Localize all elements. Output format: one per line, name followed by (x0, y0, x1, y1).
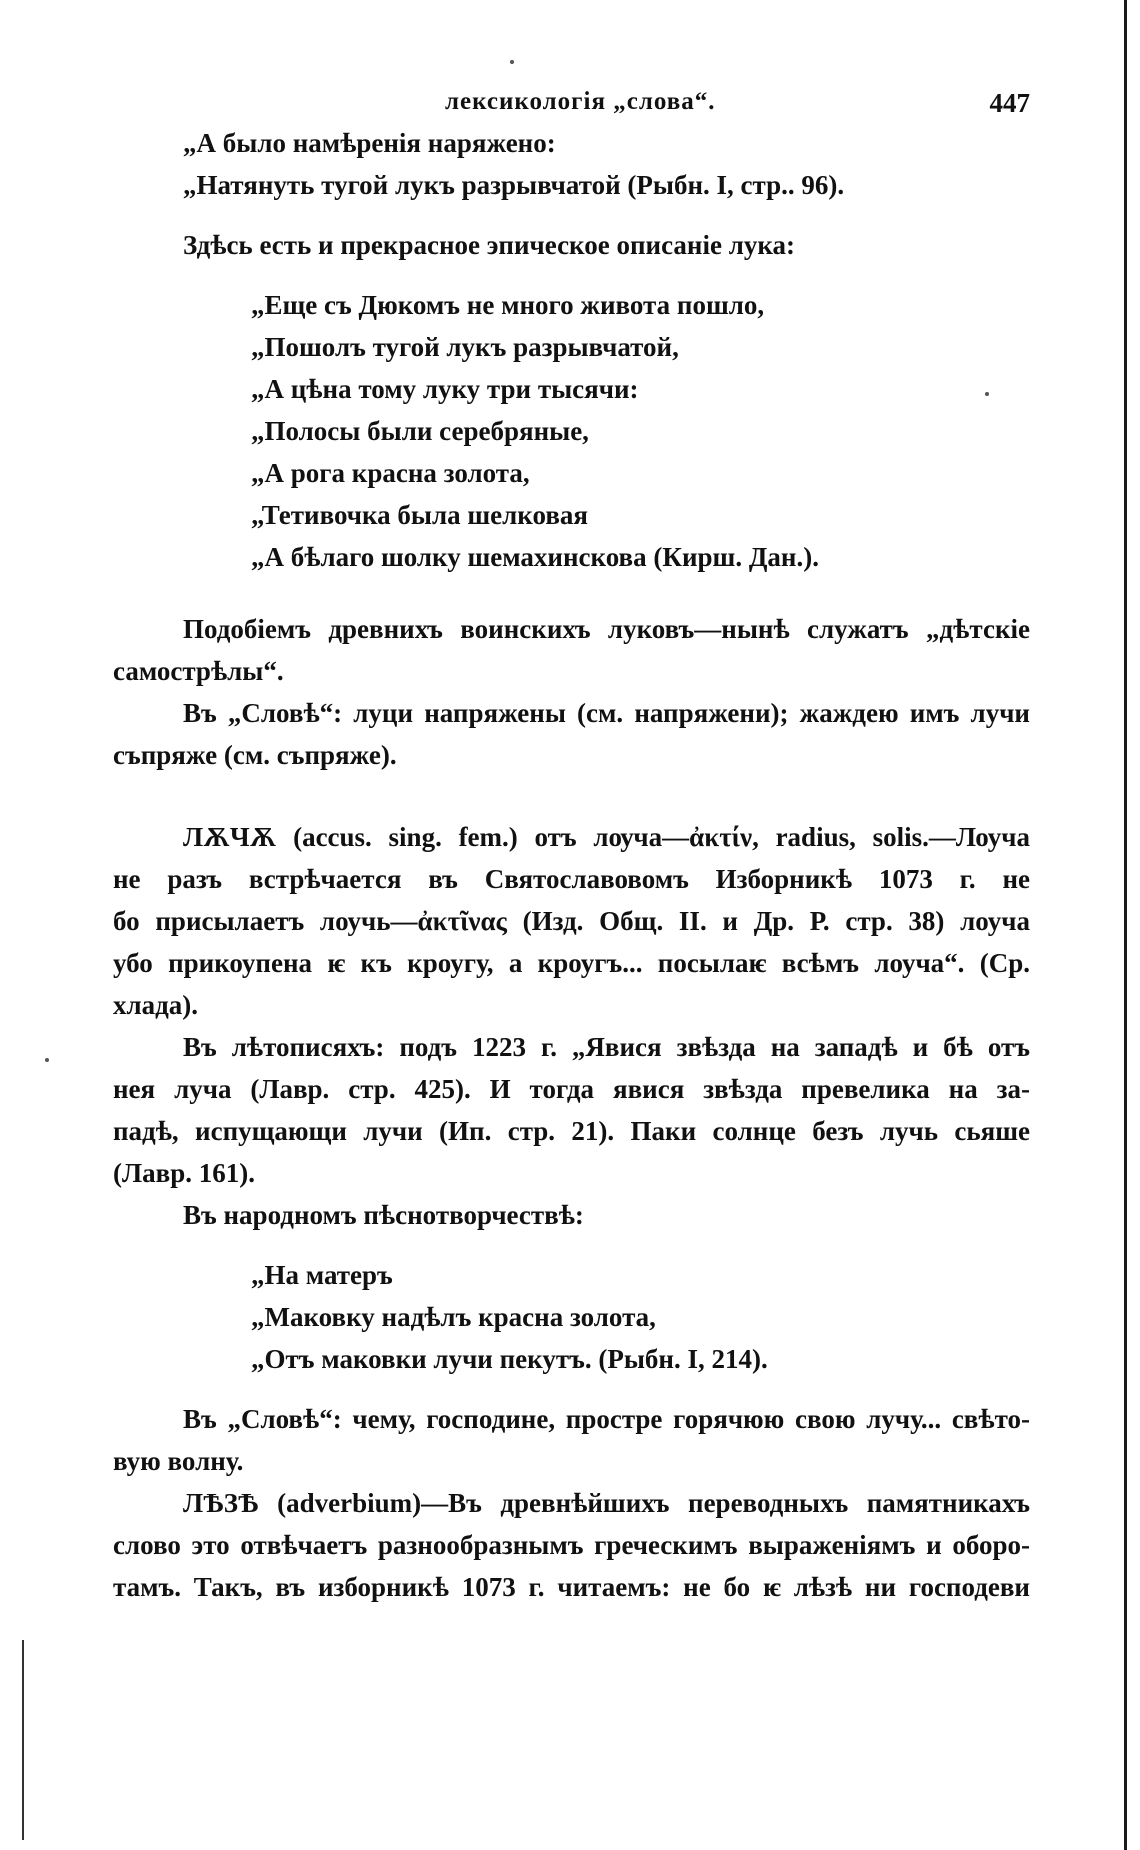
text-line: самострѣлы“. (113, 656, 284, 686)
page-number: 447 (989, 88, 1030, 118)
page-edge-line-left (22, 1640, 24, 1840)
text-line: Въ „Словѣ“: луци напряжены (см. напряжени); жаждею имъ лучи (183, 698, 1030, 728)
text-line: нея луча (Лавр. стр. 425). И тогда явися звѣзда превелика на за- (113, 1074, 1030, 1104)
text-line: падѣ, испущающи лучи (Ип. стр. 21). Паки солнце безъ лучь сьяше (113, 1116, 1030, 1146)
text-line: Подобіемъ древнихъ воинскихъ луковъ—нынѣ служатъ „дѣтскіе (183, 614, 1030, 644)
scan-speck (985, 392, 989, 396)
verse-line: „Полосы были серебряные, (251, 416, 589, 446)
scan-speck (510, 60, 514, 64)
text-line: Въ народномъ пѣснотворчествѣ: (183, 1200, 584, 1230)
text-line: Здѣсь есть и прекрасное эпическое описаніе лука: (183, 230, 795, 260)
text-line: (Лавр. 161). (113, 1158, 255, 1188)
verse-line: „Еще съ Дюкомъ не много живота пошло, (251, 290, 765, 320)
text-line: Въ „Словѣ“: чему, господине, простре горячюю свою лучу... свѣто- (183, 1404, 1030, 1434)
text-line: тамъ. Такъ, въ изборникѣ 1073 г. читаемъ: не бо ѥ лѣзѣ ни господеви (113, 1572, 1030, 1602)
book-page (105, 88, 1030, 1608)
text-line: „Натянуть тугой лукъ разрывчатой (Рыбн. I, стр.. 96). (183, 170, 845, 200)
scan-speck (45, 1058, 49, 1062)
text-line: Въ лѣтописяхъ: подъ 1223 г. „Явися звѣзда на западѣ и бѣ отъ (183, 1032, 1030, 1062)
running-head: лексикологія „слова“. (445, 88, 716, 115)
text-line: „А было намѣренія наряжено: (183, 128, 556, 158)
verse-line: „Отъ маковки лучи пекутъ. (Рыбн. I, 214). (251, 1344, 768, 1374)
page-header (105, 88, 1030, 122)
text-line: слово это отвѣчаетъ разнообразнымъ греческимъ выраженіямъ и оборо- (113, 1530, 1030, 1560)
page-edge-line (1124, 0, 1127, 1850)
entry-head-line: ЛѪЧѪ (accus. sing. fem.) отъ лѹча—ἀκτίν, radius, solis.—Лоуча (183, 822, 1030, 852)
verse-line: „Пошолъ тугой лукъ разрывчатой, (251, 332, 679, 362)
verse-line: „А рога красна золота, (251, 458, 530, 488)
text-line: не разъ встрѣчается въ Святославовомъ Изборникѣ 1073 г. не (113, 864, 1030, 894)
entry-head-line: ЛѢЗѢ (adverbium)—Въ древнѣйшихъ переводныхъ памятникахъ (183, 1488, 1030, 1518)
verse-line: „На матеръ (251, 1260, 393, 1290)
text-line: бо присылаетъ лоучь—ἀκτῖνας (Изд. Общ. II. и Др. Р. стр. 38) лоуча (113, 906, 1030, 936)
verse-line: „Маковку надѣлъ красна золота, (251, 1302, 656, 1332)
text-line: убо прикоупена ѥ къ кроугу, а кроугъ... посылаѥ всѣмъ лоуча“. (Ср. хлада). (113, 948, 1030, 1020)
verse-line: „Тетивочка была шелковая (251, 500, 589, 530)
verse-line: „А цѣна тому луку три тысячи: (251, 374, 639, 404)
text-line: съпряже (см. съпряже). (113, 740, 397, 770)
text-line: вую волну. (113, 1446, 244, 1476)
verse-line: „А бѣлаго шолку шемахинскова (Кирш. Дан.). (251, 542, 819, 572)
